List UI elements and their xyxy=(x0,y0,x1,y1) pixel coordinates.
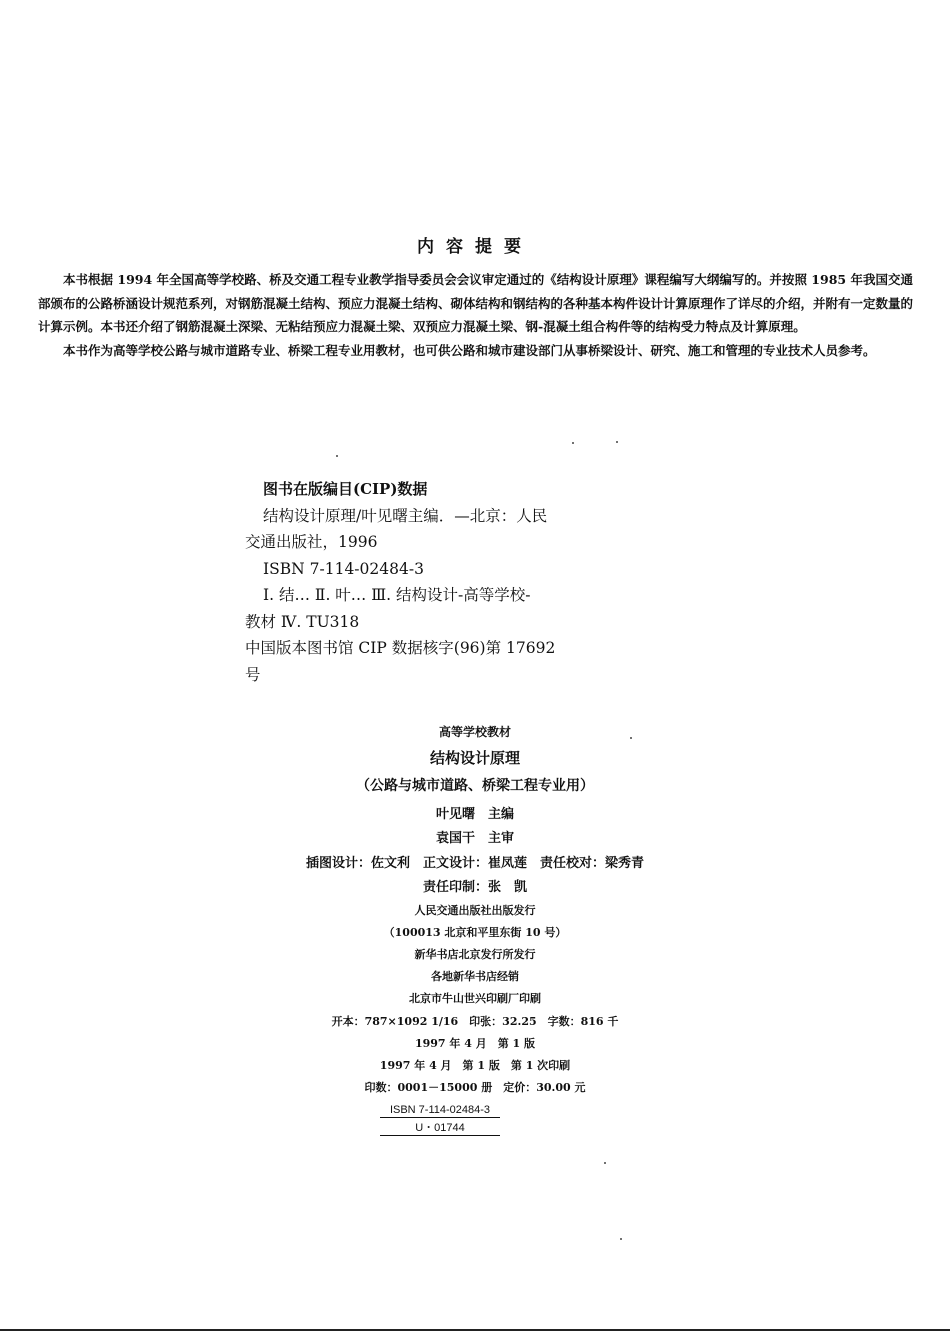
cip-line: 结构设计原理/叶见曙主编．—北京：人民 xyxy=(263,506,548,525)
printing: 1997 年 4 月 第 1 版 第 1 次印刷 xyxy=(379,1059,571,1072)
printer: 北京市牛山世兴印刷厂印刷 xyxy=(409,992,541,1005)
book-title: 结构设计原理 xyxy=(429,749,520,767)
cip-line: 号 xyxy=(245,665,261,684)
abstract-paragraph-2: 本书作为高等学校公路与城市道路专业、桥梁工程专业用教材，也可供公路和城市建设部门从事桥梁设计、研究、施工和管理的专业技术人员参考。 xyxy=(63,342,876,358)
scan-speck xyxy=(336,455,338,457)
cip-line: 中国版本图书馆 CIP 数据核字(96)第 17692 xyxy=(245,639,556,657)
designers: 插图设计：佐文利 正文设计：崔凤莲 责任校对：梁秀青 xyxy=(305,856,644,871)
distributor: 新华书店北京发行所发行 xyxy=(414,948,536,961)
abstract-body xyxy=(38,268,913,362)
cip-line: Ⅰ. 结… Ⅱ. 叶… Ⅲ. 结构设计-高等学校- xyxy=(263,586,531,604)
cip-heading: 图书在版编目(CIP)数据 xyxy=(263,480,428,498)
edition: 1997 年 4 月 第 1 版 xyxy=(414,1037,536,1050)
cip-line: ISBN 7-114-02484-3 xyxy=(263,559,424,578)
print-run-price: 印数：0001－15000 册 定价：30.00 元 xyxy=(364,1081,586,1094)
book-subtitle: （公路与城市道路、桥梁工程专业用） xyxy=(356,778,594,794)
cip-line: 交通出版社，1996 xyxy=(245,533,378,551)
scan-speck xyxy=(630,737,632,739)
isbn-number: ISBN 7-114-02484-3 xyxy=(380,1104,500,1118)
abstract-title: 内容提要 xyxy=(417,237,533,257)
series-name: 高等学校教材 xyxy=(438,725,511,739)
reviewer: 袁国干 主审 xyxy=(435,831,514,846)
isbn-block xyxy=(380,1104,500,1136)
scan-speck xyxy=(616,441,618,443)
print-manager: 责任印制：张 凯 xyxy=(422,880,527,895)
abstract-paragraph-1: 本书根据 1994 年全国高等学校路、桥及交通工程专业教学指导委员会会议审定通过的《结构设计原理》课程编写大纲编写的。并按照 1985 年我国交通部颁布的公路桥涵设计规范系列，对钢筋混凝土结构、预应力混凝土结构、砌体结构和钢结构的各种基本构件设计计算原理作了详尽的介绍，并附有一定数量的计算示例。本书还介绍了钢筋混凝土深梁、无粘结预应力混凝土梁、双预应力混凝土梁、钢-混凝土组合构件等的结构受力特点及计算原理。 xyxy=(38,272,914,334)
scan-speck xyxy=(620,1238,622,1240)
classification-code: U・01744 xyxy=(380,1118,500,1136)
cip-block xyxy=(245,476,645,688)
retailers: 各地新华书店经销 xyxy=(431,970,519,983)
publisher-address: （100013 北京和平里东街 10 号） xyxy=(383,926,567,939)
page-bottom-rule xyxy=(0,1329,950,1331)
publisher: 人民交通出版社出版发行 xyxy=(414,904,536,917)
chief-editor: 叶见曙 主编 xyxy=(435,807,514,822)
scan-speck xyxy=(604,1162,606,1164)
cip-line: 教材 Ⅳ. TU318 xyxy=(245,612,360,631)
scan-speck xyxy=(572,442,574,444)
book-specs: 开本：787×1092 1/16 印张：32.25 字数：816 千 xyxy=(331,1015,619,1028)
